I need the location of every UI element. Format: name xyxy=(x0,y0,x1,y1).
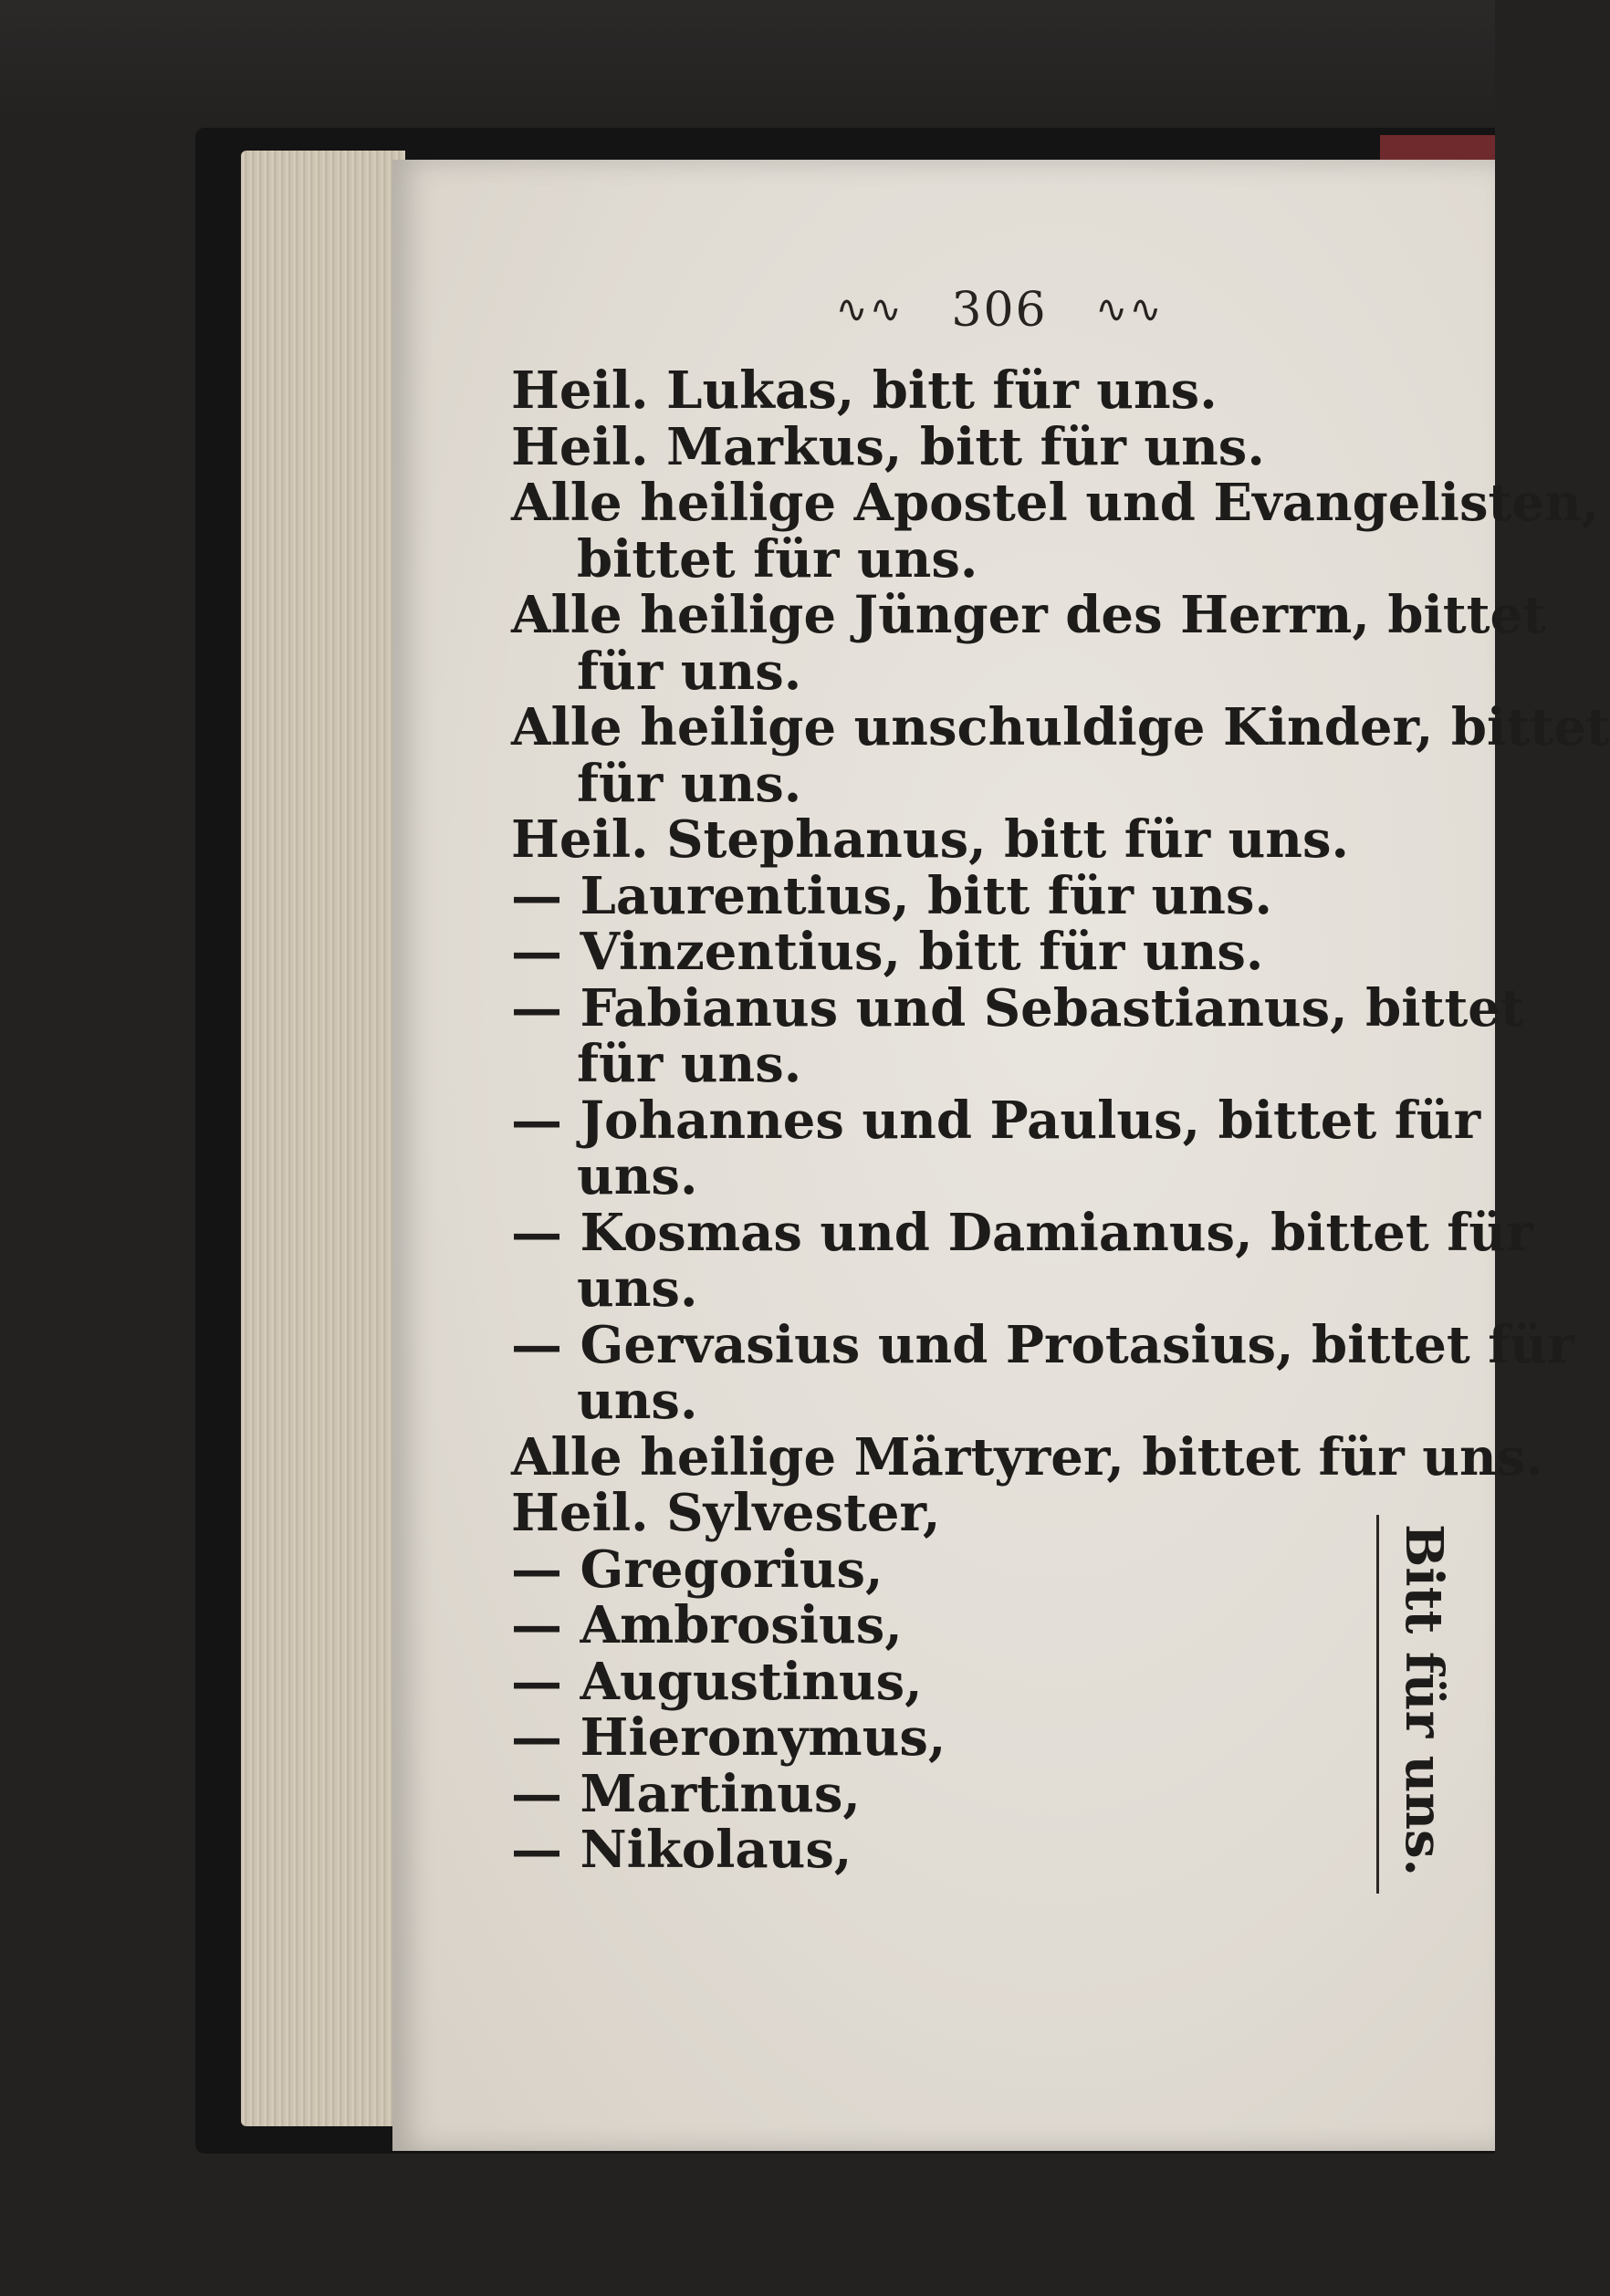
text-line: Alle heilige Apostel und Evangelisten, xyxy=(511,473,1600,533)
page-header xyxy=(817,283,1182,338)
page-edges xyxy=(241,151,405,2126)
text-line: bittet für uns. xyxy=(577,528,978,590)
litany-text xyxy=(511,360,1610,1880)
ornament-left: ∿∿ xyxy=(835,287,904,331)
text-line: Heil. Lukas, bitt für uns. xyxy=(511,360,1218,421)
text-line: — Fabianus und Sebastianus, bittet xyxy=(511,977,1524,1038)
side-note-bitt-fur-uns: Bitt für uns. xyxy=(1394,1524,1454,1877)
text-line: — Ambrosius, xyxy=(511,1595,903,1655)
text-line: uns. xyxy=(577,1371,698,1431)
bracket-line xyxy=(1376,1515,1379,1894)
text-line: — Gregorius, xyxy=(511,1539,883,1600)
text-line: uns. xyxy=(577,1146,698,1206)
text-line: Alle heilige Märtyrer, bittet für uns. xyxy=(511,1426,1543,1487)
cover-bookmark-edge xyxy=(1380,135,1495,162)
text-line: — Augustinus, xyxy=(511,1651,923,1712)
ornament-right: ∿∿ xyxy=(1095,287,1164,331)
backdrop xyxy=(0,0,1495,137)
text-line: — Vinzentius, bitt für uns. xyxy=(511,922,1264,982)
page-number: 306 xyxy=(951,283,1048,338)
text-line: uns. xyxy=(577,1258,698,1319)
text-line: für uns. xyxy=(577,641,802,702)
text-line: — Laurentius, bitt für uns. xyxy=(511,865,1273,926)
text-line: Heil. Stephanus, bitt für uns. xyxy=(511,809,1350,870)
text-line: für uns. xyxy=(577,753,802,814)
text-line: — Kosmas und Damianus, bittet für xyxy=(511,1202,1533,1263)
text-line: Alle heilige Jünger des Herrn, bittet xyxy=(511,585,1546,645)
text-line: Heil. Sylvester, xyxy=(511,1483,941,1543)
text-line: — Hieronymus, xyxy=(511,1707,946,1768)
text-line: — Gervasius und Protasius, bittet für xyxy=(511,1314,1574,1375)
text-line: — Martinus, xyxy=(511,1763,861,1824)
text-line: — Nikolaus, xyxy=(511,1820,852,1880)
text-line: Heil. Markus, bitt für uns. xyxy=(511,416,1265,477)
text-line: für uns. xyxy=(577,1034,802,1094)
text-line: — Johannes und Paulus, bittet für xyxy=(511,1090,1481,1151)
text-line: Alle heilige unschuldige Kinder, bittet xyxy=(511,697,1610,757)
